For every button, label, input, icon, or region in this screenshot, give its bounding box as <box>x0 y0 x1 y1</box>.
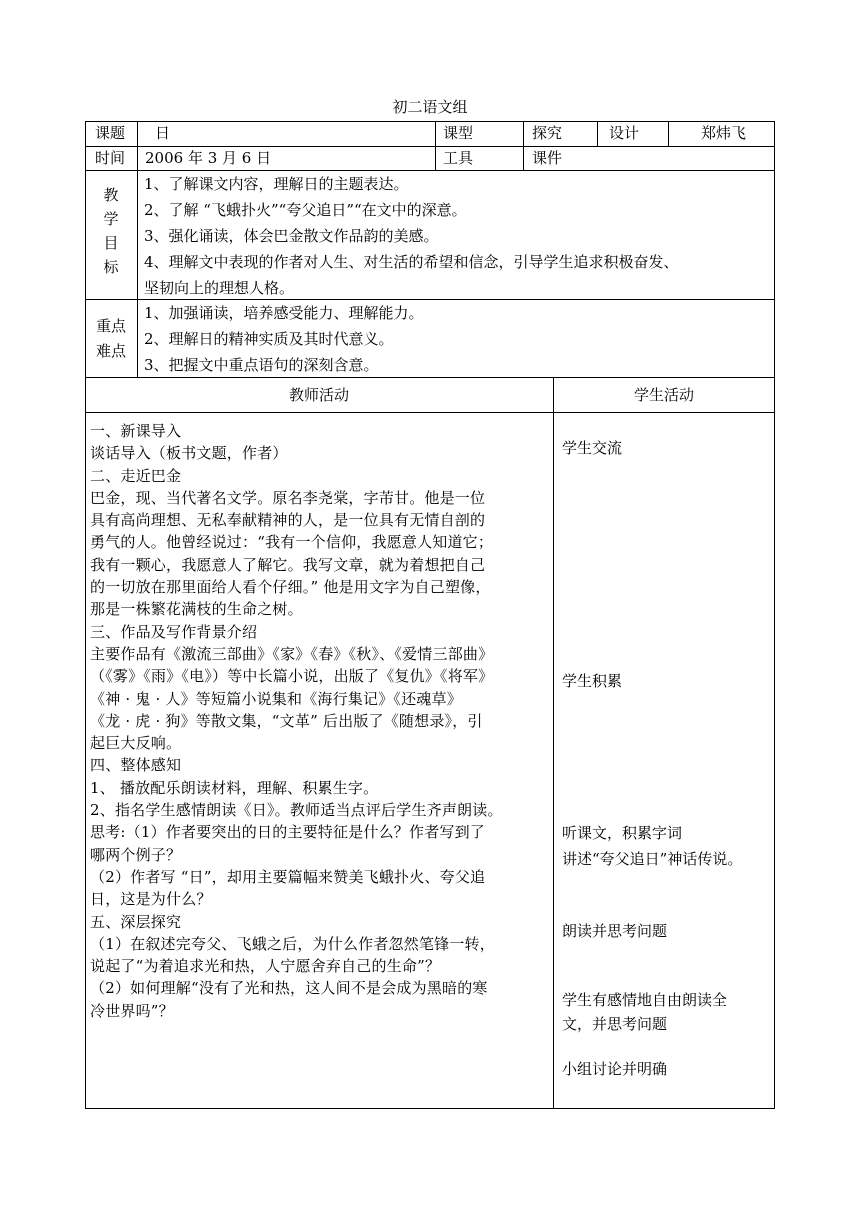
teacher-line: （《雾》《雨》《电》）等中长篇小说，出版了《复仇》《将军》 <box>90 667 494 686</box>
time-value: 2006 年 3 月 6 日 <box>145 149 272 167</box>
teacher-line: 主要作品有《激流三部曲》《家》《春》《秋》、《爱情三部曲》 <box>90 644 494 663</box>
student-note: 听课文，积累字词 <box>562 824 683 842</box>
teacher-line: 2、指名学生感情朗读《日》。教师适当点评后学生齐声朗读。 <box>90 801 503 820</box>
teacher-line: （2）如何理解“没有了光和热，这人间不是会成为黑暗的寒 <box>90 979 488 998</box>
teacher-line: 具有高尚理想、无私奉献精神的人，是一位具有无情自剖的 <box>90 511 486 530</box>
student-note: 学生交流 <box>562 439 623 457</box>
teacher-line: 五、深层探究 <box>90 912 182 931</box>
activity-column-divider <box>553 377 554 1109</box>
row-divider <box>85 412 775 413</box>
teacher-line: 起巨大反响。 <box>90 734 182 753</box>
key-points-content <box>144 300 772 378</box>
goals-content <box>144 171 772 301</box>
teacher-line: 思考:（1）作者要突出的日的主要特征是什么？作者写到了 <box>90 823 485 842</box>
time-label: 时间 <box>95 149 126 167</box>
col-divider <box>668 121 669 146</box>
key-points-label: 重点 难点 <box>95 317 126 360</box>
goal-item: 4、理解文中表现的作者对人生、对生活的希望和信念，引导学生追求积极奋发、 <box>144 253 679 271</box>
student-note: 学生积累 <box>562 672 623 690</box>
key-point-item: 3、把握文中重点语句的深刻含意。 <box>144 356 379 374</box>
goal-item: 2、了解 “飞蛾扑火”“夸父追日”“在文中的深意。 <box>144 201 467 219</box>
tool-label: 工具 <box>443 149 474 167</box>
teacher-line: 二、走近巴金 <box>90 466 182 485</box>
label-column-divider <box>137 121 138 377</box>
teacher-line: （1）在叙述完夸父、飞蛾之后，为什么作者忽然笔锋一转， <box>90 934 495 953</box>
teacher-line: 四、整体感知 <box>90 756 182 775</box>
col-divider <box>435 121 436 170</box>
key-point-item: 2、理解日的精神实质及其时代意义。 <box>144 330 394 348</box>
page-title: 初二语文组 <box>392 98 468 116</box>
student-note: 文，并思考问题 <box>562 1015 668 1033</box>
student-note: 朗读并思考问题 <box>562 922 668 940</box>
col-divider <box>597 121 598 146</box>
goal-item: 坚韧向上的理想人格。 <box>144 279 295 297</box>
teacher-line: 《神 · 鬼 · 人》等短篇小说集和《海行集记》《还魂草》 <box>90 689 462 708</box>
goal-item: 3、强化诵读，体会巴金散文作品韵的美感。 <box>144 227 439 245</box>
table-border-top <box>85 121 775 122</box>
design-label: 设计 <box>609 124 640 142</box>
designer-name: 郑炜飞 <box>701 124 747 142</box>
goal-item: 1、了解课文内容，理解日的主题表达。 <box>144 175 409 193</box>
topic-label: 课题 <box>95 124 126 142</box>
student-note: 小组讨论并明确 <box>562 1060 668 1078</box>
teacher-line: 的一切放在那里面给人看个仔细。” 他是用文字为自己塑像， <box>90 578 491 597</box>
teacher-line: 日，这是为什么？ <box>90 890 212 909</box>
teacher-line: 三、作品及写作背景介绍 <box>90 622 258 641</box>
student-note: 学生有感情地自由朗读全 <box>562 991 728 1009</box>
tool-value: 课件 <box>532 149 563 167</box>
teacher-line: 哪两个例子？ <box>90 845 182 864</box>
student-activity-header: 学生活动 <box>633 386 694 404</box>
teacher-activity-content <box>90 420 552 1022</box>
teacher-line: 一、新课导入 <box>90 422 182 440</box>
table-border-right <box>774 121 775 1109</box>
goals-label: 教 学 目 标 <box>103 186 119 276</box>
teacher-line: 《龙 · 虎 · 狗》等散文集，“文革” 后出版了《随想录》，引 <box>90 711 483 730</box>
teacher-line: 巴金，现、当代著名文学。原名李尧棠，字芾甘。他是一位 <box>90 488 486 507</box>
table-border-bottom <box>85 1108 775 1109</box>
teacher-line: 冷世界吗”？ <box>90 1001 174 1020</box>
key-point-item: 1、加强诵读，培养感受能力、理解能力。 <box>144 304 424 322</box>
row-divider <box>85 146 775 147</box>
teacher-line: 说起了“为着追求光和热，人宁愿舍弃自己的生命”？ <box>90 957 441 976</box>
teacher-line: 勇气的人。他曾经说过：“我有一个信仰，我愿意人知道它； <box>90 533 494 552</box>
lesson-plan-table <box>85 121 775 1109</box>
teacher-activity-header: 教师活动 <box>288 386 349 404</box>
lesson-type-label: 课型 <box>443 124 474 142</box>
teacher-line: 1、 播放配乐朗读材料，理解、积累生字。 <box>90 778 379 797</box>
student-note: 讲述“夸父追日”神话传说。 <box>562 850 743 868</box>
col-divider <box>523 121 524 170</box>
teacher-line: 我有一颗心，我愿意人了解它。我写文章，就为着想把自己 <box>90 555 486 574</box>
teacher-line: （2）作者写 “日”，却用主要篇幅来赞美飞蛾扑火、夸父追 <box>90 867 486 886</box>
teacher-line: 那是一株繁花满枝的生命之树。 <box>90 600 303 619</box>
lesson-type-value: 探究 <box>532 124 563 142</box>
teacher-line: 谈话导入（板书文题，作者） <box>90 444 288 463</box>
topic-value: 日 <box>155 124 171 142</box>
